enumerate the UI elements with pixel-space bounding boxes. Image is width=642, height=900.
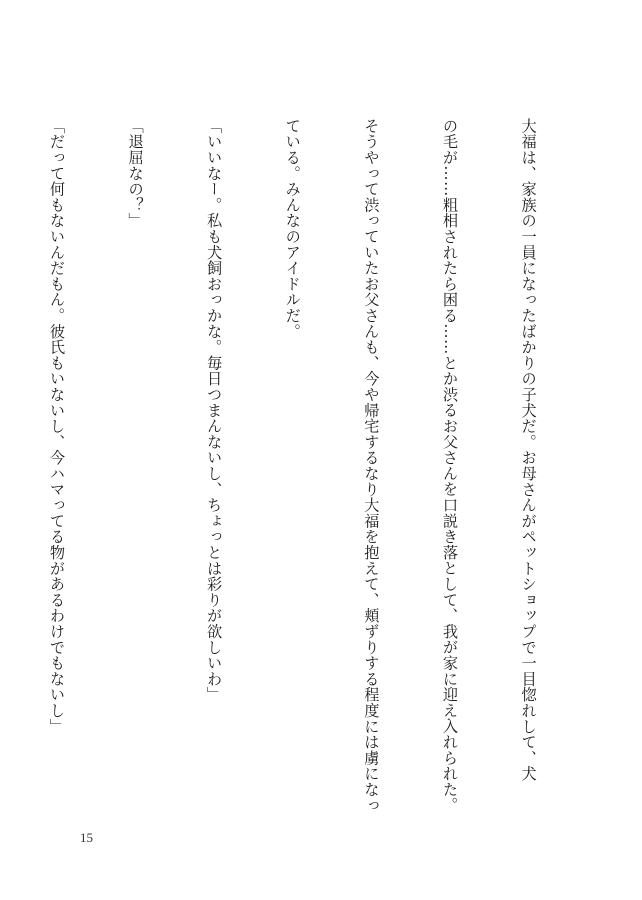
text-line: の毛が……粗相されたら困る……とか渋るお父さんを口説き落として、我が家に迎え入れられた。: [440, 118, 459, 814]
vertical-text-body: [0, 118, 594, 814]
text-line: そうやって渋っていたお父さんも、今や帰宅するなり大福を抱えて、頬ずりする程度には虜になっ: [362, 118, 381, 814]
text-line: 「だって何もないんだもん。彼氏もいないし、今ハマってる物があるわけでもないし」: [47, 118, 66, 735]
text-line: 大福は、家族の一員になったばかりの子犬だ。お母さんがペットショップで一目惚れして、犬: [519, 118, 538, 782]
text-line: ている。みんなのアイドルだ。: [283, 118, 302, 340]
page-number: 15: [80, 830, 93, 845]
text-line: 「いいなー。私も犬飼おっかな。毎日つまんないし、ちょっとは彩りが欲しいわ」: [205, 118, 224, 703]
text-line: 「退屈なの？」: [126, 118, 145, 229]
